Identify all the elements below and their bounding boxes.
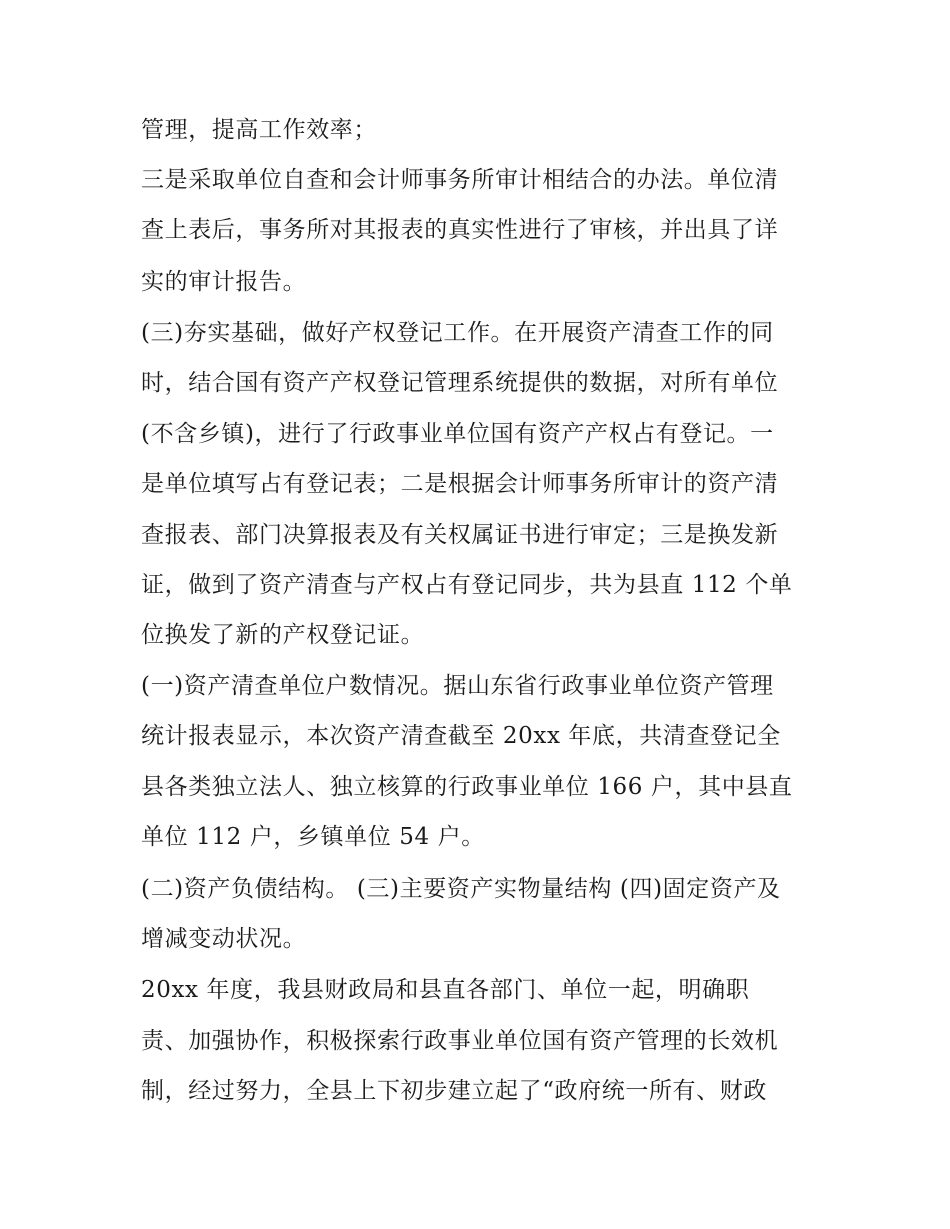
text-line: 县各类独立法人、独立核算的行政事业单位 166 户，其中县直 [141,774,793,800]
text-line: (不含乡镇)，进行了行政事业单位国有资产产权占有登记。一 [141,421,774,447]
text-line: 单位 112 户，乡镇单位 54 户。 [141,824,485,850]
text-line: 位换发了新的产权登记证。 [141,622,425,648]
text-line: 责、加强协作，积极探索行政事业单位国有资产管理的长效机 [141,1028,779,1054]
text-line: 查报表、部门决算报表及有关权属证书进行审定；三是换发新 [141,522,779,548]
text-line: 增减变动状况。 [141,926,307,952]
text-line: (一)资产清查单位户数情况。据山东省行政事业单位资产管理 [141,673,774,699]
text-line: 20xx 年度，我县财政局和县直各部门、单位一起，明确职 [141,977,750,1003]
text-line: (二)资产负债结构。 (三)主要资产实物量结构 (四)固定资产及 [141,876,781,902]
text-line: 管理，提高工作效率； [141,117,377,143]
text-line: 统计报表显示，本次资产清查截至 20xx 年底，共清查登记全 [141,723,781,749]
text-line: 实的审计报告。 [141,269,307,295]
text-line: 时，结合国有资产产权登记管理系统提供的数据，对所有单位 [141,370,779,396]
text-line: (三)夯实基础，做好产权登记工作。在开展资产清查工作的同 [141,320,774,346]
text-line: 查上表后，事务所对其报表的真实性进行了审核，并出具了详 [141,217,779,243]
text-line: 是单位填写占有登记表；二是根据会计师事务所审计的资产清 [141,471,779,497]
text-line: 制，经过努力，全县上下初步建立起了“政府统一所有、财政 [141,1078,767,1104]
text-line: 三是采取单位自查和会计师事务所审计相结合的办法。单位清 [141,167,779,193]
text-line: 证，做到了资产清查与产权占有登记同步，共为县直 112 个单 [141,572,793,598]
